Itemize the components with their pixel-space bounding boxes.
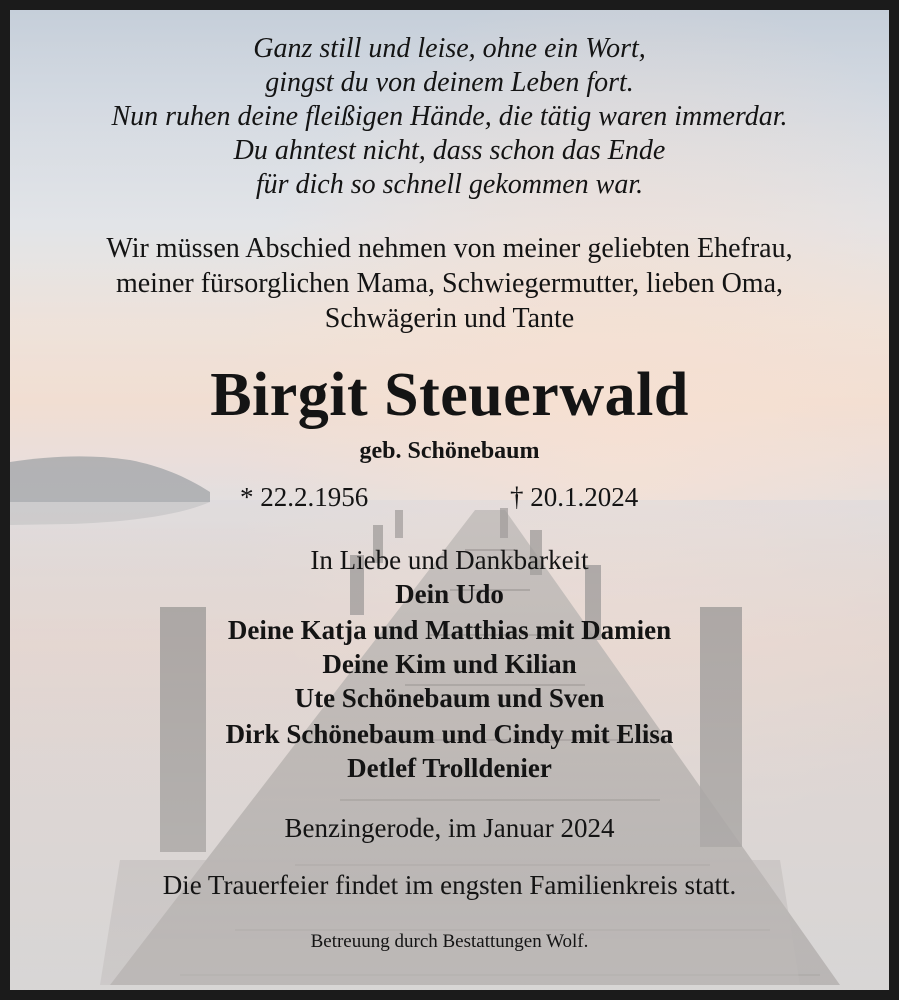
poem-line: Du ahntest nicht, dass schon das Ende: [233, 135, 666, 166]
mourner-name: Ute Schönebaum und Sven: [294, 683, 605, 713]
poem-line: Ganz still und leise, ohne ein Wort,: [253, 33, 646, 64]
intro-line: Schwägerin und Tante: [324, 303, 575, 334]
mourner-name: Dein Udo: [395, 579, 504, 609]
birth-name: geb. Schönebaum: [359, 438, 540, 464]
funeral-note: Die Trauerfeier findet im engsten Familienkreis statt.: [162, 870, 737, 900]
place-date: Benzingerode, im Januar 2024: [284, 813, 615, 843]
mourner-name: Deine Katja und Matthias mit Damien: [227, 615, 672, 645]
death-date: † 20.1.2024: [510, 482, 639, 512]
intro-line: Wir müssen Abschied nehmen von meiner geliebten Ehefrau,: [106, 233, 793, 264]
poem-line: Nun ruhen deine fleißigen Hände, die tätig waren immerdar.: [111, 101, 788, 132]
undertaker-note: Betreuung durch Bestattungen Wolf.: [310, 931, 589, 952]
mourner-name: Deine Kim und Kilian: [322, 649, 577, 679]
poem-line: für dich so schnell gekommen war.: [255, 169, 644, 200]
deceased-name: Birgit Steuerwald: [210, 361, 689, 429]
notice-text: [10, 10, 889, 990]
mourners-intro: In Liebe und Dankbarkeit: [310, 545, 589, 575]
mourner-name: Detlef Trolldenier: [347, 753, 552, 783]
birth-date: * 22.2.1956: [240, 482, 369, 512]
poem-line: gingst du von deinem Leben fort.: [265, 67, 634, 98]
intro-line: meiner fürsorglichen Mama, Schwiegermutter, lieben Oma,: [115, 268, 784, 299]
obituary-notice: [10, 10, 889, 990]
mourner-name: Dirk Schönebaum und Cindy mit Elisa: [225, 719, 674, 749]
